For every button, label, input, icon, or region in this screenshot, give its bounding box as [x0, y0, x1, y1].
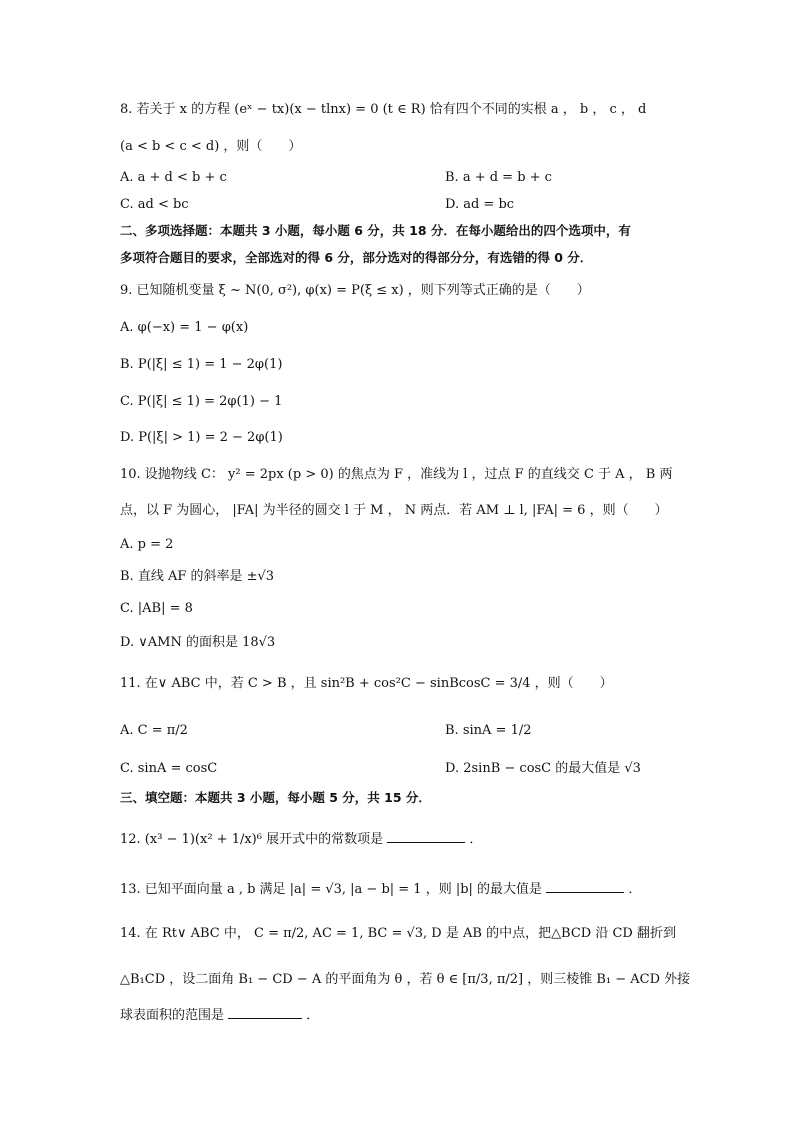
q9-option-d: D. P(|ξ| > 1) = 2 − 2φ(1) — [120, 430, 283, 445]
q10-stem-line1: 10. 设抛物线 C： y² = 2px (p > 0) 的焦点为 F ，准线为 l ，过点 F 的直线交 C 于 A ， B 两 — [120, 467, 673, 482]
q8-stem-line2: (a < b < c < d) ，则（ ） — [120, 139, 302, 154]
q11-option-b: B. sinA = 1/2 — [445, 723, 532, 738]
q14-stem-line3-wrap — [120, 1006, 319, 1025]
q14-stem-line1: 14. 在 Rt∨ ABC 中， C = π/2, AC = 1, BC = √3, D 是 AB 的中点，把△BCD 沿 CD 翻折到 — [120, 926, 676, 941]
q13-end: ． — [628, 882, 642, 897]
q11-option-d: D. 2sinB − cosC 的最大值是 √3 — [445, 761, 641, 776]
q12-end: ． — [469, 832, 483, 847]
q9-stem: 9. 已知随机变量 ξ ~ N(0, σ²), φ(x) = P(ξ ≤ x) ，则下列等式正确的是（ ） — [120, 283, 590, 298]
q10-option-a: A. p = 2 — [120, 537, 174, 552]
q13-stem: 13. 已知平面向量 a , b 满足 |a| = √3, |a − b| = 1 ，则 |b| 的最大值是 — [120, 882, 543, 897]
section2-line1: 二、多项选择题：本题共 3 小题，每小题 6 分，共 18 分．在每小题给出的四个选项中，有 — [120, 223, 631, 238]
q8-option-b: B. a + d = b + c — [445, 170, 552, 185]
q9-option-a: A. φ(−x) = 1 − φ(x) — [120, 320, 249, 335]
q12 — [120, 830, 482, 849]
q9-option-c: C. P(|ξ| ≤ 1) = 2φ(1) − 1 — [120, 394, 283, 409]
q12-answer-blank[interactable] — [387, 830, 465, 843]
q14-end: ． — [306, 1008, 320, 1023]
q10-stem-line2: 点，以 F 为圆心， |FA| 为半径的圆交 l 于 M ， N 两点．若 AM ⊥ l, |FA| = 6 ，则（ ） — [120, 503, 668, 518]
q11-option-c: C. sinA = cosC — [120, 761, 218, 776]
q9-option-b: B. P(|ξ| ≤ 1) = 1 − 2φ(1) — [120, 357, 283, 372]
section2-line2: 多项符合题目的要求，全部选对的得 6 分，部分选对的得部分分，有选错的得 0 分． — [120, 250, 593, 265]
q8-stem-line1: 8. 若关于 x 的方程 (eˣ − tx)(x − tlnx) = 0 (t ∈ R) 恰有四个不同的实根 a ， b ， c ， d — [120, 102, 647, 117]
q12-stem: 12. (x³ − 1)(x² + 1/x)⁶ 展开式中的常数项是 — [120, 832, 384, 847]
q11-stem: 11. 在∨ ABC 中，若 C > B ，且 sin²B + cos²C − sinBcosC = 3/4 ，则（ ） — [120, 676, 613, 691]
q8-option-c: C. ad < bc — [120, 197, 189, 212]
q11-option-a: A. C = π/2 — [120, 723, 188, 738]
q8-option-d: D. ad = bc — [445, 197, 515, 212]
q10-option-d: D. ∨AMN 的面积是 18√3 — [120, 635, 276, 650]
q13-answer-blank[interactable] — [546, 880, 624, 893]
q14-stem-line3: 球表面积的范围是 — [120, 1008, 225, 1023]
q13 — [120, 880, 641, 899]
q14-answer-blank[interactable] — [228, 1006, 302, 1019]
section3-header: 三、填空题：本题共 3 小题，每小题 5 分，共 15 分． — [120, 790, 431, 805]
q10-option-c: C. |AB| = 8 — [120, 601, 193, 616]
q10-option-b: B. 直线 AF 的斜率是 ±√3 — [120, 569, 275, 584]
q8-option-a: A. a + d < b + c — [120, 170, 227, 185]
q14-stem-line2: △B₁CD ，设二面角 B₁ − CD − A 的平面角为 θ ，若 θ ∈ [π/3, π/2] ，则三棱锥 B₁ − ACD 外接 — [120, 972, 691, 987]
